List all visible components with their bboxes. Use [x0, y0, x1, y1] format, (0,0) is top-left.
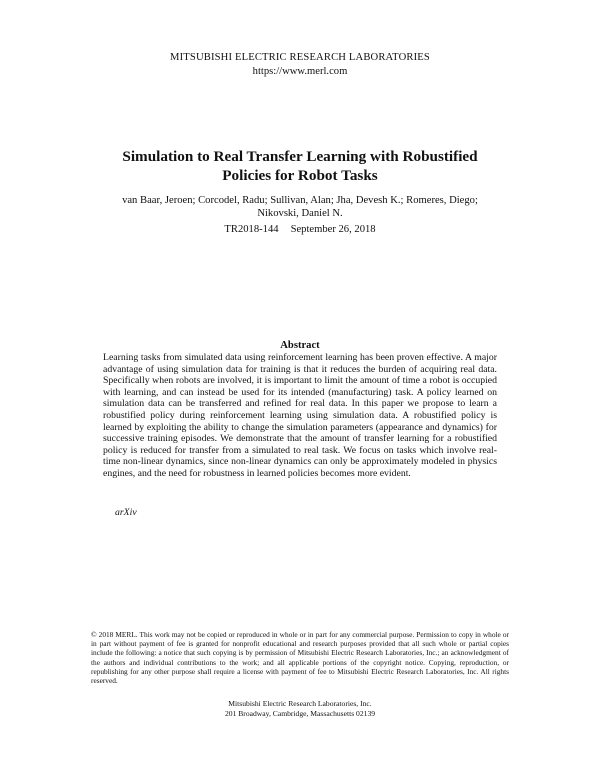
- footer-address: [0, 699, 600, 718]
- title-line-2: Policies for Robot Tasks: [222, 167, 378, 184]
- report-number: TR2018-144: [224, 224, 279, 235]
- keywords: arXiv: [115, 507, 137, 518]
- abstract-heading: Abstract: [280, 340, 320, 351]
- copyright-notice: © 2018 MERL. This work may not be copied or reproduced in whole or in part for any commercial purpose. Permission to copy in whole or in part without payment of fee is granted for nonprofit educational and research purposes provided that all such whole or partial copies include the following: a notice that such copying is by permission of Mitsubishi Electric Research Laboratories, Inc.; an acknowledgment of the authors and individual contributions to the work; and all applicable portions of the copyright notice. Copying, reproduction, or republishing for any other purpose shall require a license with payment of fee to Mitsubishi Electric Research Laboratories, Inc. All rights reserved.: [91, 630, 509, 686]
- author-list: van Baar, Jeroen; Corcodel, Radu; Sullivan, Alan; Jha, Devesh K.; Romeres, Diego; Nikovski, Daniel N.: [122, 195, 478, 219]
- footer-line-2: 201 Broadway, Cambridge, Massachusetts 02139: [224, 708, 376, 718]
- report-date: September 26, 2018: [290, 224, 376, 235]
- organization-name: MITSUBISHI ELECTRIC RESEARCH LABORATORIES: [170, 52, 430, 63]
- organization-url[interactable]: https://www.merl.com: [252, 66, 348, 77]
- footer-line-1: Mitsubishi Electric Research Laboratories, Inc.: [228, 699, 372, 708]
- report-info: [0, 224, 600, 235]
- paper-title: [60, 147, 540, 185]
- abstract-text: Learning tasks from simulated data using reinforcement learning has been proven effective. A major advantage of using simulation data for training is that it reduces the burden of acquiring real data. Specifically when robots are involved, it is important to limit the amount of time a robot is occupied with learning, and can instead be used for its intended (manufacturing) task. A policy learned on simulation data can be transferred and refined for real data. In this paper we propose to learn a robustified policy during reinforcement learning using simulation data. A robustified policy is learned by exploiting the ability to change the simulation parameters (appearance and dynamics) for successive training episodes. We demonstrate that the amount of transfer learning for a robustified policy is reduced for transfer from a simulated to real task. We focus on tasks which involve real-time non-linear dynamics, since non-linear dynamics can only be approximately modeled in physics engines, and the need for robustness in learned policies becomes more evident.: [103, 352, 497, 479]
- title-line-1: Simulation to Real Transfer Learning with Robustified: [122, 148, 478, 165]
